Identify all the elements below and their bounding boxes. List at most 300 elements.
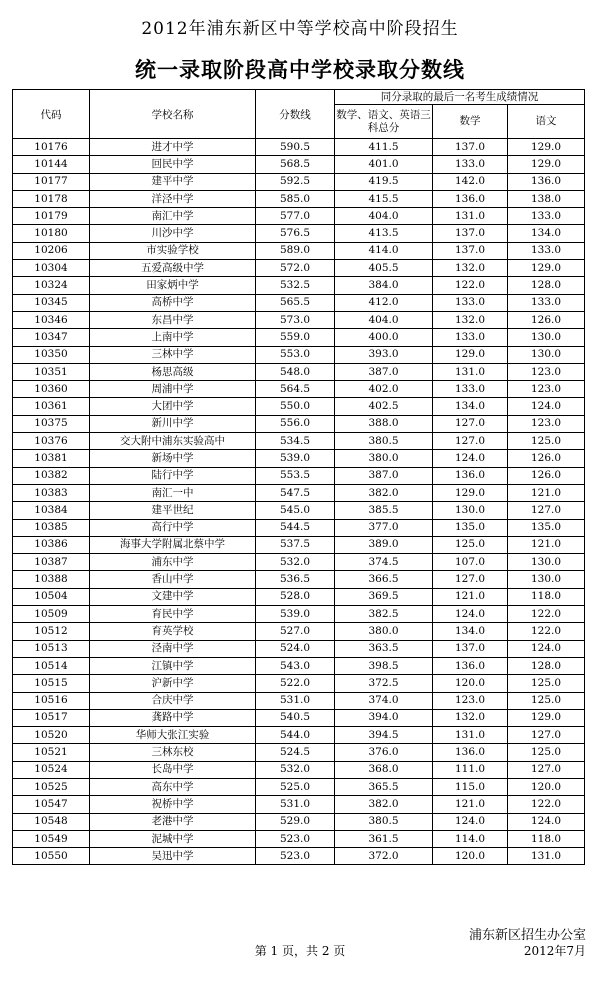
cell-school-name: 南汇中学 (90, 208, 256, 225)
table-row (13, 398, 585, 415)
cell-three-subject-total: 376.0 (335, 744, 433, 761)
cell-chinese: 122.0 (508, 606, 585, 623)
table-row (13, 381, 585, 398)
cell-school-name: 建平世纪 (90, 502, 256, 519)
cell-code: 10516 (13, 692, 90, 709)
cell-math: 129.0 (433, 484, 508, 501)
document-title: 2012年浦东新区中等学校高中阶段招生 (141, 19, 459, 39)
cell-chinese: 129.0 (508, 139, 585, 156)
cell-math: 137.0 (433, 139, 508, 156)
cell-three-subject-total: 402.0 (335, 381, 433, 398)
cell-math: 133.0 (433, 381, 508, 398)
cell-code: 10304 (13, 260, 90, 277)
cell-three-subject-total: 385.5 (335, 502, 433, 519)
cell-school-name: 大团中学 (90, 398, 256, 415)
cell-math: 132.0 (433, 709, 508, 726)
table-row (13, 536, 585, 553)
cell-score-line: 543.0 (256, 657, 335, 674)
table-row (13, 502, 585, 519)
cell-math: 133.0 (433, 294, 508, 311)
cell-school-name: 长岛中学 (90, 761, 256, 778)
cell-score-line: 522.0 (256, 675, 335, 692)
cell-three-subject-total: 394.5 (335, 727, 433, 744)
cell-score-line: 553.5 (256, 467, 335, 484)
table-row (13, 311, 585, 328)
cell-code: 10144 (13, 156, 90, 173)
cell-score-line: 532.5 (256, 277, 335, 294)
cell-school-name: 新川中学 (90, 415, 256, 432)
cell-score-line: 525.0 (256, 778, 335, 795)
cell-chinese: 124.0 (508, 813, 585, 830)
cell-math: 122.0 (433, 277, 508, 294)
table-row (13, 260, 585, 277)
cell-school-name: 浦东中学 (90, 554, 256, 571)
cell-school-name: 田家炳中学 (90, 277, 256, 294)
cell-three-subject-total: 387.0 (335, 467, 433, 484)
cell-three-subject-total: 377.0 (335, 519, 433, 536)
table-row (13, 692, 585, 709)
cell-code: 10525 (13, 778, 90, 795)
header-math: 数学 (433, 105, 508, 139)
cell-chinese: 124.0 (508, 398, 585, 415)
cell-three-subject-total: 413.5 (335, 225, 433, 242)
cell-school-name: 龚路中学 (90, 709, 256, 726)
table-row (13, 571, 585, 588)
cell-three-subject-total: 380.5 (335, 433, 433, 450)
cell-school-name: 市实验学校 (90, 242, 256, 259)
cell-score-line: 547.5 (256, 484, 335, 501)
table-row (13, 623, 585, 640)
cell-math: 132.0 (433, 260, 508, 277)
cell-chinese: 126.0 (508, 450, 585, 467)
cell-code: 10178 (13, 190, 90, 207)
cell-school-name: 进才中学 (90, 139, 256, 156)
cell-math: 137.0 (433, 242, 508, 259)
cell-chinese: 136.0 (508, 173, 585, 190)
cell-math: 137.0 (433, 640, 508, 657)
table-row (13, 346, 585, 363)
cell-code: 10382 (13, 467, 90, 484)
cell-school-name: 五爱高级中学 (90, 260, 256, 277)
cell-score-line: 544.5 (256, 519, 335, 536)
cell-score-line: 564.5 (256, 381, 335, 398)
cell-code: 10206 (13, 242, 90, 259)
cell-chinese: 128.0 (508, 657, 585, 674)
cell-school-name: 周浦中学 (90, 381, 256, 398)
table-row (13, 329, 585, 346)
cell-math: 133.0 (433, 156, 508, 173)
cell-math: 131.0 (433, 208, 508, 225)
cell-school-name: 回民中学 (90, 156, 256, 173)
cell-school-name: 华师大张江实验 (90, 727, 256, 744)
cell-code: 10347 (13, 329, 90, 346)
table-row (13, 415, 585, 432)
table-body (13, 139, 585, 865)
cell-code: 10512 (13, 623, 90, 640)
cell-school-name: 江镇中学 (90, 657, 256, 674)
cell-score-line: 589.0 (256, 242, 335, 259)
header-tie-break-group: 同分录取的最后一名考生成绩情况 (335, 90, 585, 105)
table-row (13, 156, 585, 173)
cell-math: 114.0 (433, 830, 508, 847)
cell-three-subject-total: 380.5 (335, 813, 433, 830)
cell-math: 127.0 (433, 415, 508, 432)
table-row (13, 727, 585, 744)
cell-school-name: 沪新中学 (90, 675, 256, 692)
table-row (13, 433, 585, 450)
cell-chinese: 125.0 (508, 744, 585, 761)
cell-three-subject-total: 374.5 (335, 554, 433, 571)
cell-three-subject-total: 374.0 (335, 692, 433, 709)
cell-chinese: 125.0 (508, 692, 585, 709)
cell-math: 134.0 (433, 623, 508, 640)
table-header (13, 90, 585, 139)
cell-three-subject-total: 363.5 (335, 640, 433, 657)
cell-score-line: 553.0 (256, 346, 335, 363)
table-row (13, 277, 585, 294)
cell-math: 124.0 (433, 813, 508, 830)
cell-math: 132.0 (433, 311, 508, 328)
cell-score-line: 534.5 (256, 433, 335, 450)
cell-code: 10383 (13, 484, 90, 501)
cell-chinese: 127.0 (508, 502, 585, 519)
cell-chinese: 123.0 (508, 363, 585, 380)
cell-three-subject-total: 361.5 (335, 830, 433, 847)
table-row (13, 709, 585, 726)
page-indicator: 第 1 页，共 2 页 (254, 944, 346, 958)
cell-chinese: 125.0 (508, 433, 585, 450)
cell-three-subject-total: 414.0 (335, 242, 433, 259)
cell-chinese: 118.0 (508, 830, 585, 847)
cell-code: 10509 (13, 606, 90, 623)
cell-score-line: 568.5 (256, 156, 335, 173)
admission-score-table (12, 89, 585, 865)
cell-code: 10324 (13, 277, 90, 294)
cell-score-line: 559.0 (256, 329, 335, 346)
cell-code: 10514 (13, 657, 90, 674)
table-row (13, 675, 585, 692)
cell-code: 10345 (13, 294, 90, 311)
cell-chinese: 126.0 (508, 467, 585, 484)
cell-three-subject-total: 402.5 (335, 398, 433, 415)
cell-school-name: 三林东校 (90, 744, 256, 761)
issuing-office: 浦东新区招生办公室 (468, 928, 586, 943)
cell-math: 131.0 (433, 727, 508, 744)
cell-math: 121.0 (433, 796, 508, 813)
table-row (13, 139, 585, 156)
cell-three-subject-total: 382.0 (335, 796, 433, 813)
cell-score-line: 529.0 (256, 813, 335, 830)
cell-score-line: 539.0 (256, 450, 335, 467)
table-row (13, 588, 585, 605)
cell-code: 10360 (13, 381, 90, 398)
cell-three-subject-total: 387.0 (335, 363, 433, 380)
cell-score-line: 544.0 (256, 727, 335, 744)
cell-chinese: 125.0 (508, 675, 585, 692)
cell-code: 10384 (13, 502, 90, 519)
cell-math: 129.0 (433, 346, 508, 363)
cell-school-name: 吴迅中学 (90, 848, 256, 865)
cell-chinese: 123.0 (508, 381, 585, 398)
cell-school-name: 泾南中学 (90, 640, 256, 657)
cell-three-subject-total: 404.0 (335, 208, 433, 225)
header-chinese: 语文 (508, 105, 585, 139)
cell-score-line: 565.5 (256, 294, 335, 311)
cell-chinese: 118.0 (508, 588, 585, 605)
cell-three-subject-total: 382.0 (335, 484, 433, 501)
cell-three-subject-total: 365.5 (335, 778, 433, 795)
cell-math: 136.0 (433, 657, 508, 674)
cell-math: 120.0 (433, 848, 508, 865)
cell-chinese: 120.0 (508, 778, 585, 795)
table-row (13, 657, 585, 674)
cell-chinese: 126.0 (508, 311, 585, 328)
cell-three-subject-total: 389.0 (335, 536, 433, 553)
table-row (13, 830, 585, 847)
cell-score-line: 540.5 (256, 709, 335, 726)
cell-three-subject-total: 401.0 (335, 156, 433, 173)
cell-score-line: 532.0 (256, 761, 335, 778)
table-row (13, 225, 585, 242)
cell-score-line: 531.0 (256, 796, 335, 813)
cell-math: 124.0 (433, 606, 508, 623)
cell-school-name: 香山中学 (90, 571, 256, 588)
cell-score-line: 577.0 (256, 208, 335, 225)
cell-chinese: 133.0 (508, 294, 585, 311)
cell-chinese: 133.0 (508, 208, 585, 225)
cell-school-name: 三林中学 (90, 346, 256, 363)
cell-three-subject-total: 380.0 (335, 450, 433, 467)
cell-score-line: 590.5 (256, 139, 335, 156)
cell-school-name: 上南中学 (90, 329, 256, 346)
cell-code: 10376 (13, 433, 90, 450)
cell-code: 10386 (13, 536, 90, 553)
cell-math: 124.0 (433, 450, 508, 467)
cell-score-line: 531.0 (256, 692, 335, 709)
cell-chinese: 134.0 (508, 225, 585, 242)
cell-code: 10513 (13, 640, 90, 657)
cell-math: 135.0 (433, 519, 508, 536)
table-row (13, 363, 585, 380)
cell-chinese: 121.0 (508, 536, 585, 553)
cell-code: 10524 (13, 761, 90, 778)
cell-chinese: 133.0 (508, 242, 585, 259)
cell-score-line: 576.5 (256, 225, 335, 242)
cell-school-name: 川沙中学 (90, 225, 256, 242)
cell-score-line: 585.0 (256, 190, 335, 207)
cell-code: 10521 (13, 744, 90, 761)
cell-three-subject-total: 393.0 (335, 346, 433, 363)
cell-three-subject-total: 368.0 (335, 761, 433, 778)
cell-school-name: 杨思高级 (90, 363, 256, 380)
cell-three-subject-total: 369.5 (335, 588, 433, 605)
cell-score-line: 524.0 (256, 640, 335, 657)
cell-three-subject-total: 412.0 (335, 294, 433, 311)
table-row (13, 484, 585, 501)
cell-math: 131.0 (433, 363, 508, 380)
cell-code: 10549 (13, 830, 90, 847)
cell-school-name: 交大附中浦东实验高中 (90, 433, 256, 450)
table-row (13, 606, 585, 623)
cell-chinese: 121.0 (508, 484, 585, 501)
cell-chinese: 130.0 (508, 346, 585, 363)
table-row (13, 554, 585, 571)
cell-score-line: 537.5 (256, 536, 335, 553)
cell-code: 10548 (13, 813, 90, 830)
cell-math: 115.0 (433, 778, 508, 795)
header-school-name: 学校名称 (90, 90, 256, 139)
cell-code: 10385 (13, 519, 90, 536)
cell-score-line: 523.0 (256, 848, 335, 865)
cell-code: 10381 (13, 450, 90, 467)
table-row (13, 796, 585, 813)
cell-chinese: 129.0 (508, 709, 585, 726)
cell-code: 10515 (13, 675, 90, 692)
cell-three-subject-total: 415.5 (335, 190, 433, 207)
table-row (13, 761, 585, 778)
cell-three-subject-total: 388.0 (335, 415, 433, 432)
cell-score-line: 532.0 (256, 554, 335, 571)
cell-code: 10517 (13, 709, 90, 726)
cell-code: 10387 (13, 554, 90, 571)
cell-school-name: 海事大学附属北蔡中学 (90, 536, 256, 553)
cell-score-line: 592.5 (256, 173, 335, 190)
cell-score-line: 545.0 (256, 502, 335, 519)
cell-math: 120.0 (433, 675, 508, 692)
document-subtitle: 统一录取阶段高中学校录取分数线 (135, 58, 465, 82)
cell-math: 121.0 (433, 588, 508, 605)
cell-math: 136.0 (433, 190, 508, 207)
cell-school-name: 高行中学 (90, 519, 256, 536)
cell-school-name: 建平中学 (90, 173, 256, 190)
header-code: 代码 (13, 90, 90, 139)
cell-chinese: 129.0 (508, 156, 585, 173)
cell-math: 111.0 (433, 761, 508, 778)
table-row (13, 813, 585, 830)
cell-three-subject-total: 382.5 (335, 606, 433, 623)
cell-chinese: 123.0 (508, 415, 585, 432)
cell-code: 10177 (13, 173, 90, 190)
cell-chinese: 130.0 (508, 329, 585, 346)
cell-school-name: 祝桥中学 (90, 796, 256, 813)
cell-math: 137.0 (433, 225, 508, 242)
cell-school-name: 东昌中学 (90, 311, 256, 328)
cell-math: 123.0 (433, 692, 508, 709)
cell-code: 10504 (13, 588, 90, 605)
cell-three-subject-total: 404.0 (335, 311, 433, 328)
cell-school-name: 泥城中学 (90, 830, 256, 847)
table-row (13, 190, 585, 207)
cell-score-line: 527.0 (256, 623, 335, 640)
cell-code: 10176 (13, 139, 90, 156)
cell-score-line: 523.0 (256, 830, 335, 847)
cell-school-name: 新场中学 (90, 450, 256, 467)
cell-school-name: 合庆中学 (90, 692, 256, 709)
table-row (13, 208, 585, 225)
cell-chinese: 138.0 (508, 190, 585, 207)
cell-chinese: 131.0 (508, 848, 585, 865)
cell-code: 10351 (13, 363, 90, 380)
cell-three-subject-total: 419.5 (335, 173, 433, 190)
cell-math: 127.0 (433, 571, 508, 588)
table-row (13, 242, 585, 259)
cell-chinese: 130.0 (508, 571, 585, 588)
cell-three-subject-total: 366.5 (335, 571, 433, 588)
cell-code: 10180 (13, 225, 90, 242)
table-row (13, 744, 585, 761)
cell-chinese: 122.0 (508, 623, 585, 640)
cell-chinese: 127.0 (508, 727, 585, 744)
cell-school-name: 洋泾中学 (90, 190, 256, 207)
cell-school-name: 南汇一中 (90, 484, 256, 501)
table-row (13, 640, 585, 657)
cell-math: 133.0 (433, 329, 508, 346)
cell-school-name: 育英学校 (90, 623, 256, 640)
table-row (13, 519, 585, 536)
cell-score-line: 572.0 (256, 260, 335, 277)
cell-math: 127.0 (433, 433, 508, 450)
cell-score-line: 539.0 (256, 606, 335, 623)
cell-school-name: 文建中学 (90, 588, 256, 605)
cell-score-line: 528.0 (256, 588, 335, 605)
cell-math: 134.0 (433, 398, 508, 415)
issue-date: 2012年7月 (523, 944, 586, 958)
header-score-line: 分数线 (256, 90, 335, 139)
table-row (13, 778, 585, 795)
cell-score-line: 550.0 (256, 398, 335, 415)
cell-three-subject-total: 380.0 (335, 623, 433, 640)
cell-code: 10346 (13, 311, 90, 328)
cell-school-name: 高东中学 (90, 778, 256, 795)
cell-math: 107.0 (433, 554, 508, 571)
cell-three-subject-total: 398.5 (335, 657, 433, 674)
cell-three-subject-total: 394.0 (335, 709, 433, 726)
cell-chinese: 127.0 (508, 761, 585, 778)
cell-score-line: 524.5 (256, 744, 335, 761)
table-row (13, 450, 585, 467)
cell-code: 10547 (13, 796, 90, 813)
cell-three-subject-total: 372.0 (335, 848, 433, 865)
cell-chinese: 128.0 (508, 277, 585, 294)
cell-math: 125.0 (433, 536, 508, 553)
cell-code: 10361 (13, 398, 90, 415)
cell-score-line: 556.0 (256, 415, 335, 432)
cell-code: 10550 (13, 848, 90, 865)
cell-three-subject-total: 384.0 (335, 277, 433, 294)
cell-three-subject-total: 400.0 (335, 329, 433, 346)
cell-score-line: 548.0 (256, 363, 335, 380)
cell-chinese: 124.0 (508, 640, 585, 657)
cell-code: 10388 (13, 571, 90, 588)
table-row (13, 467, 585, 484)
cell-school-name: 育民中学 (90, 606, 256, 623)
cell-school-name: 陆行中学 (90, 467, 256, 484)
table-row (13, 173, 585, 190)
cell-math: 136.0 (433, 744, 508, 761)
cell-math: 142.0 (433, 173, 508, 190)
cell-chinese: 135.0 (508, 519, 585, 536)
cell-code: 10350 (13, 346, 90, 363)
cell-chinese: 129.0 (508, 260, 585, 277)
cell-math: 136.0 (433, 467, 508, 484)
cell-score-line: 573.0 (256, 311, 335, 328)
cell-school-name: 老港中学 (90, 813, 256, 830)
cell-chinese: 130.0 (508, 554, 585, 571)
cell-math: 130.0 (433, 502, 508, 519)
cell-code: 10520 (13, 727, 90, 744)
cell-chinese: 122.0 (508, 796, 585, 813)
cell-three-subject-total: 372.5 (335, 675, 433, 692)
